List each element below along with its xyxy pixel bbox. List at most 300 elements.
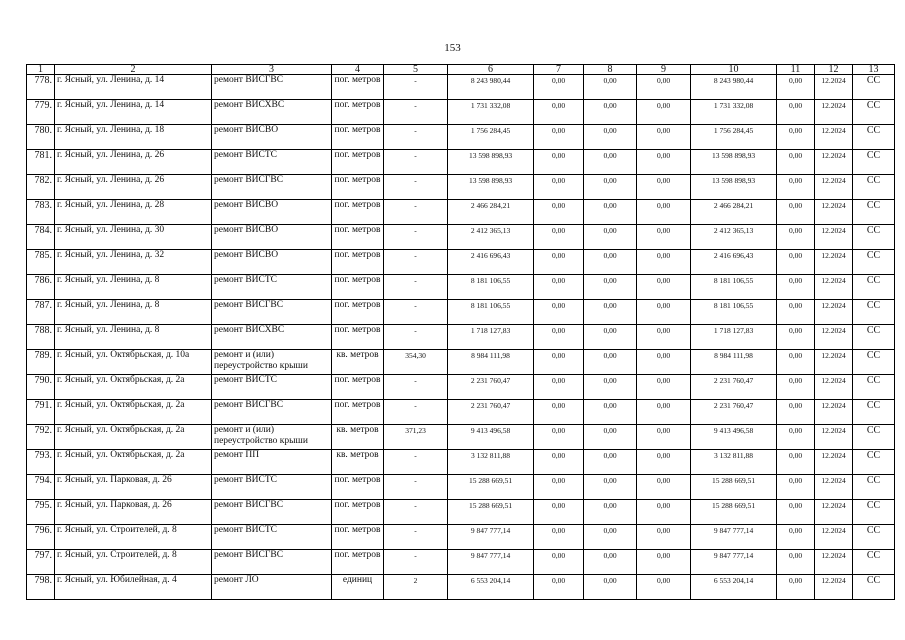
unit-cell: пог. метров bbox=[332, 125, 384, 150]
address-cell: г. Ясный, ул. Ленина, д. 30 bbox=[55, 225, 212, 250]
row-number: 792. bbox=[27, 425, 55, 450]
period-cell: 12.2024 bbox=[815, 250, 853, 275]
row-number: 780. bbox=[27, 125, 55, 150]
col10-cost-cell: 2 412 365,13 bbox=[691, 225, 777, 250]
col8-cell: 0,00 bbox=[584, 500, 637, 525]
column-number-4: 4 bbox=[332, 65, 384, 75]
row-number: 782. bbox=[27, 175, 55, 200]
col8-cell: 0,00 bbox=[584, 225, 637, 250]
total-cost-cell: 2 231 760,47 bbox=[448, 400, 534, 425]
address-cell: г. Ясный, ул. Октябрьская, д. 2а bbox=[55, 375, 212, 400]
row-number: 785. bbox=[27, 250, 55, 275]
total-cost-cell: 9 847 777,14 bbox=[448, 525, 534, 550]
col8-cell: 0,00 bbox=[584, 575, 637, 600]
row-number: 791. bbox=[27, 400, 55, 425]
table-row bbox=[27, 325, 895, 350]
address-cell: г. Ясный, ул. Парковая, д. 26 bbox=[55, 500, 212, 525]
quantity-cell: - bbox=[384, 125, 448, 150]
col8-cell: 0,00 bbox=[584, 325, 637, 350]
col10-cost-cell: 1 756 284,45 bbox=[691, 125, 777, 150]
code-cell: СС bbox=[853, 400, 895, 425]
quantity-cell: 371,23 bbox=[384, 425, 448, 450]
row-number: 796. bbox=[27, 525, 55, 550]
work-type-cell: ремонт ВИСВО bbox=[212, 200, 332, 225]
period-cell: 12.2024 bbox=[815, 550, 853, 575]
table-row bbox=[27, 375, 895, 400]
table-row bbox=[27, 100, 895, 125]
unit-cell: пог. метров bbox=[332, 75, 384, 100]
capital-repair-table bbox=[26, 64, 895, 600]
total-cost-cell: 8 181 106,55 bbox=[448, 275, 534, 300]
col7-cell: 0,00 bbox=[534, 225, 584, 250]
work-type-cell: ремонт ВИСТС bbox=[212, 275, 332, 300]
work-type-cell: ремонт ЛО bbox=[212, 575, 332, 600]
address-cell: г. Ясный, ул. Ленина, д. 26 bbox=[55, 150, 212, 175]
column-number-7: 7 bbox=[534, 65, 584, 75]
table-row bbox=[27, 475, 895, 500]
col11-cell: 0,00 bbox=[777, 375, 815, 400]
period-cell: 12.2024 bbox=[815, 200, 853, 225]
address-cell: г. Ясный, ул. Октябрьская, д. 2а bbox=[55, 400, 212, 425]
period-cell: 12.2024 bbox=[815, 100, 853, 125]
column-number-8: 8 bbox=[584, 65, 637, 75]
unit-cell: пог. метров bbox=[332, 250, 384, 275]
total-cost-cell: 3 132 811,88 bbox=[448, 450, 534, 475]
work-type-cell: ремонт ВИСТС bbox=[212, 375, 332, 400]
col11-cell: 0,00 bbox=[777, 225, 815, 250]
column-number-6: 6 bbox=[448, 65, 534, 75]
col7-cell: 0,00 bbox=[534, 325, 584, 350]
col8-cell: 0,00 bbox=[584, 75, 637, 100]
code-cell: СС bbox=[853, 250, 895, 275]
col9-cell: 0,00 bbox=[637, 475, 691, 500]
col9-cell: 0,00 bbox=[637, 125, 691, 150]
table-row bbox=[27, 150, 895, 175]
quantity-cell: - bbox=[384, 300, 448, 325]
code-cell: СС bbox=[853, 475, 895, 500]
table-row bbox=[27, 125, 895, 150]
code-cell: СС bbox=[853, 75, 895, 100]
col11-cell: 0,00 bbox=[777, 250, 815, 275]
col11-cell: 0,00 bbox=[777, 475, 815, 500]
total-cost-cell: 13 598 898,93 bbox=[448, 175, 534, 200]
unit-cell: пог. метров bbox=[332, 375, 384, 400]
column-number-3: 3 bbox=[212, 65, 332, 75]
total-cost-cell: 15 288 669,51 bbox=[448, 475, 534, 500]
address-cell: г. Ясный, ул. Ленина, д. 18 bbox=[55, 125, 212, 150]
work-type-cell: ремонт ПП bbox=[212, 450, 332, 475]
quantity-cell: - bbox=[384, 475, 448, 500]
table-row bbox=[27, 525, 895, 550]
address-cell: г. Ясный, ул. Строителей, д. 8 bbox=[55, 550, 212, 575]
total-cost-cell: 8 984 111,98 bbox=[448, 350, 534, 375]
total-cost-cell: 1 756 284,45 bbox=[448, 125, 534, 150]
address-cell: г. Ясный, ул. Ленина, д. 14 bbox=[55, 75, 212, 100]
col9-cell: 0,00 bbox=[637, 525, 691, 550]
unit-cell: пог. метров bbox=[332, 400, 384, 425]
col10-cost-cell: 8 181 106,55 bbox=[691, 275, 777, 300]
period-cell: 12.2024 bbox=[815, 400, 853, 425]
col9-cell: 0,00 bbox=[637, 350, 691, 375]
total-cost-cell: 2 231 760,47 bbox=[448, 375, 534, 400]
total-cost-cell: 1 718 127,83 bbox=[448, 325, 534, 350]
work-type-cell: ремонт ВИСТС bbox=[212, 150, 332, 175]
col11-cell: 0,00 bbox=[777, 500, 815, 525]
row-number: 787. bbox=[27, 300, 55, 325]
col7-cell: 0,00 bbox=[534, 275, 584, 300]
period-cell: 12.2024 bbox=[815, 175, 853, 200]
col10-cost-cell: 1 731 332,08 bbox=[691, 100, 777, 125]
unit-cell: кв. метров bbox=[332, 350, 384, 375]
col11-cell: 0,00 bbox=[777, 450, 815, 475]
total-cost-cell: 9 847 777,14 bbox=[448, 550, 534, 575]
col10-cost-cell: 15 288 669,51 bbox=[691, 500, 777, 525]
unit-cell: пог. метров bbox=[332, 525, 384, 550]
code-cell: СС bbox=[853, 225, 895, 250]
col9-cell: 0,00 bbox=[637, 100, 691, 125]
quantity-cell: - bbox=[384, 175, 448, 200]
col8-cell: 0,00 bbox=[584, 375, 637, 400]
col8-cell: 0,00 bbox=[584, 425, 637, 450]
unit-cell: пог. метров bbox=[332, 275, 384, 300]
col7-cell: 0,00 bbox=[534, 575, 584, 600]
code-cell: СС bbox=[853, 275, 895, 300]
quantity-cell: - bbox=[384, 375, 448, 400]
unit-cell: пог. метров bbox=[332, 200, 384, 225]
col7-cell: 0,00 bbox=[534, 525, 584, 550]
table-row bbox=[27, 400, 895, 425]
col7-cell: 0,00 bbox=[534, 350, 584, 375]
work-type-cell: ремонт и (или) переустройство крыши bbox=[212, 425, 332, 450]
work-type-cell: ремонт ВИСТС bbox=[212, 475, 332, 500]
address-cell: г. Ясный, ул. Юбилейная, д. 4 bbox=[55, 575, 212, 600]
col7-cell: 0,00 bbox=[534, 200, 584, 225]
col10-cost-cell: 2 231 760,47 bbox=[691, 375, 777, 400]
col8-cell: 0,00 bbox=[584, 150, 637, 175]
col8-cell: 0,00 bbox=[584, 450, 637, 475]
col9-cell: 0,00 bbox=[637, 75, 691, 100]
period-cell: 12.2024 bbox=[815, 125, 853, 150]
col10-cost-cell: 8 243 980,44 bbox=[691, 75, 777, 100]
col10-cost-cell: 13 598 898,93 bbox=[691, 175, 777, 200]
col9-cell: 0,00 bbox=[637, 175, 691, 200]
unit-cell: пог. метров bbox=[332, 325, 384, 350]
table-row bbox=[27, 300, 895, 325]
col7-cell: 0,00 bbox=[534, 375, 584, 400]
quantity-cell: - bbox=[384, 450, 448, 475]
total-cost-cell: 15 288 669,51 bbox=[448, 500, 534, 525]
col7-cell: 0,00 bbox=[534, 550, 584, 575]
code-cell: СС bbox=[853, 325, 895, 350]
total-cost-cell: 8 243 980,44 bbox=[448, 75, 534, 100]
col10-cost-cell: 2 466 284,21 bbox=[691, 200, 777, 225]
row-number: 788. bbox=[27, 325, 55, 350]
row-number: 786. bbox=[27, 275, 55, 300]
column-number-5: 5 bbox=[384, 65, 448, 75]
table-row bbox=[27, 275, 895, 300]
col11-cell: 0,00 bbox=[777, 125, 815, 150]
col8-cell: 0,00 bbox=[584, 475, 637, 500]
col11-cell: 0,00 bbox=[777, 275, 815, 300]
address-cell: г. Ясный, ул. Ленина, д. 8 bbox=[55, 325, 212, 350]
col11-cell: 0,00 bbox=[777, 75, 815, 100]
table-row bbox=[27, 500, 895, 525]
code-cell: СС bbox=[853, 500, 895, 525]
total-cost-cell: 2 416 696,43 bbox=[448, 250, 534, 275]
quantity-cell: - bbox=[384, 200, 448, 225]
period-cell: 12.2024 bbox=[815, 325, 853, 350]
unit-cell: пог. метров bbox=[332, 225, 384, 250]
quantity-cell: - bbox=[384, 100, 448, 125]
col7-cell: 0,00 bbox=[534, 400, 584, 425]
table-body bbox=[27, 75, 895, 600]
period-cell: 12.2024 bbox=[815, 150, 853, 175]
col11-cell: 0,00 bbox=[777, 575, 815, 600]
col11-cell: 0,00 bbox=[777, 150, 815, 175]
col9-cell: 0,00 bbox=[637, 575, 691, 600]
col10-cost-cell: 8 181 106,55 bbox=[691, 300, 777, 325]
column-number-row bbox=[27, 65, 895, 75]
col11-cell: 0,00 bbox=[777, 425, 815, 450]
period-cell: 12.2024 bbox=[815, 225, 853, 250]
code-cell: СС bbox=[853, 425, 895, 450]
col9-cell: 0,00 bbox=[637, 225, 691, 250]
unit-cell: пог. метров bbox=[332, 500, 384, 525]
page-number: 153 bbox=[444, 42, 461, 54]
row-number: 793. bbox=[27, 450, 55, 475]
quantity-cell: - bbox=[384, 225, 448, 250]
col7-cell: 0,00 bbox=[534, 300, 584, 325]
work-type-cell: ремонт ВИСГВС bbox=[212, 175, 332, 200]
unit-cell: кв. метров bbox=[332, 425, 384, 450]
col10-cost-cell: 13 598 898,93 bbox=[691, 150, 777, 175]
work-type-cell: ремонт ВИСГВС bbox=[212, 550, 332, 575]
col8-cell: 0,00 bbox=[584, 400, 637, 425]
work-type-cell: ремонт ВИСХВС bbox=[212, 100, 332, 125]
code-cell: СС bbox=[853, 525, 895, 550]
col11-cell: 0,00 bbox=[777, 325, 815, 350]
quantity-cell: - bbox=[384, 250, 448, 275]
quantity-cell: - bbox=[384, 400, 448, 425]
col7-cell: 0,00 bbox=[534, 125, 584, 150]
table-row bbox=[27, 350, 895, 375]
work-type-cell: ремонт ВИСГВС bbox=[212, 75, 332, 100]
table-row bbox=[27, 425, 895, 450]
col11-cell: 0,00 bbox=[777, 550, 815, 575]
quantity-cell: - bbox=[384, 150, 448, 175]
col9-cell: 0,00 bbox=[637, 300, 691, 325]
row-number: 789. bbox=[27, 350, 55, 375]
address-cell: г. Ясный, ул. Ленина, д. 14 bbox=[55, 100, 212, 125]
col9-cell: 0,00 bbox=[637, 325, 691, 350]
col10-cost-cell: 2 416 696,43 bbox=[691, 250, 777, 275]
col8-cell: 0,00 bbox=[584, 550, 637, 575]
col9-cell: 0,00 bbox=[637, 425, 691, 450]
address-cell: г. Ясный, ул. Ленина, д. 26 bbox=[55, 175, 212, 200]
col7-cell: 0,00 bbox=[534, 450, 584, 475]
code-cell: СС bbox=[853, 175, 895, 200]
quantity-cell: - bbox=[384, 550, 448, 575]
row-number: 798. bbox=[27, 575, 55, 600]
col7-cell: 0,00 bbox=[534, 150, 584, 175]
total-cost-cell: 8 181 106,55 bbox=[448, 300, 534, 325]
column-number-9: 9 bbox=[637, 65, 691, 75]
code-cell: СС bbox=[853, 450, 895, 475]
period-cell: 12.2024 bbox=[815, 350, 853, 375]
col7-cell: 0,00 bbox=[534, 175, 584, 200]
col9-cell: 0,00 bbox=[637, 275, 691, 300]
code-cell: СС bbox=[853, 550, 895, 575]
col9-cell: 0,00 bbox=[637, 150, 691, 175]
period-cell: 12.2024 bbox=[815, 275, 853, 300]
col7-cell: 0,00 bbox=[534, 100, 584, 125]
col8-cell: 0,00 bbox=[584, 125, 637, 150]
col11-cell: 0,00 bbox=[777, 175, 815, 200]
code-cell: СС bbox=[853, 375, 895, 400]
unit-cell: пог. метров bbox=[332, 175, 384, 200]
col10-cost-cell: 1 718 127,83 bbox=[691, 325, 777, 350]
code-cell: СС bbox=[853, 100, 895, 125]
col8-cell: 0,00 bbox=[584, 175, 637, 200]
unit-cell: пог. метров bbox=[332, 300, 384, 325]
quantity-cell: - bbox=[384, 325, 448, 350]
col10-cost-cell: 9 413 496,58 bbox=[691, 425, 777, 450]
period-cell: 12.2024 bbox=[815, 475, 853, 500]
row-number: 797. bbox=[27, 550, 55, 575]
code-cell: СС bbox=[853, 575, 895, 600]
col9-cell: 0,00 bbox=[637, 450, 691, 475]
table-row bbox=[27, 250, 895, 275]
unit-cell: кв. метров bbox=[332, 450, 384, 475]
row-number: 794. bbox=[27, 475, 55, 500]
col8-cell: 0,00 bbox=[584, 350, 637, 375]
unit-cell: пог. метров bbox=[332, 550, 384, 575]
code-cell: СС bbox=[853, 300, 895, 325]
address-cell: г. Ясный, ул. Октябрьская, д. 10а bbox=[55, 350, 212, 375]
col8-cell: 0,00 bbox=[584, 250, 637, 275]
address-cell: г. Ясный, ул. Октябрьская, д. 2а bbox=[55, 425, 212, 450]
period-cell: 12.2024 bbox=[815, 75, 853, 100]
row-number: 781. bbox=[27, 150, 55, 175]
period-cell: 12.2024 bbox=[815, 300, 853, 325]
period-cell: 12.2024 bbox=[815, 450, 853, 475]
column-number-13: 13 bbox=[853, 65, 895, 75]
unit-cell: пог. метров bbox=[332, 475, 384, 500]
address-cell: г. Ясный, ул. Ленина, д. 32 bbox=[55, 250, 212, 275]
address-cell: г. Ясный, ул. Строителей, д. 8 bbox=[55, 525, 212, 550]
total-cost-cell: 6 553 204,14 bbox=[448, 575, 534, 600]
table-row bbox=[27, 225, 895, 250]
col10-cost-cell: 15 288 669,51 bbox=[691, 475, 777, 500]
total-cost-cell: 2 466 284,21 bbox=[448, 200, 534, 225]
col8-cell: 0,00 bbox=[584, 525, 637, 550]
row-number: 778. bbox=[27, 75, 55, 100]
col7-cell: 0,00 bbox=[534, 475, 584, 500]
period-cell: 12.2024 bbox=[815, 575, 853, 600]
col7-cell: 0,00 bbox=[534, 425, 584, 450]
table-row bbox=[27, 575, 895, 600]
unit-cell: пог. метров bbox=[332, 150, 384, 175]
col11-cell: 0,00 bbox=[777, 400, 815, 425]
column-number-1: 1 bbox=[27, 65, 55, 75]
quantity-cell: - bbox=[384, 75, 448, 100]
unit-cell: пог. метров bbox=[332, 100, 384, 125]
col10-cost-cell: 9 847 777,14 bbox=[691, 550, 777, 575]
row-number: 795. bbox=[27, 500, 55, 525]
col10-cost-cell: 9 847 777,14 bbox=[691, 525, 777, 550]
address-cell: г. Ясный, ул. Ленина, д. 28 bbox=[55, 200, 212, 225]
unit-cell: единиц bbox=[332, 575, 384, 600]
code-cell: СС bbox=[853, 150, 895, 175]
column-number-10: 10 bbox=[691, 65, 777, 75]
code-cell: СС bbox=[853, 125, 895, 150]
quantity-cell: 354,30 bbox=[384, 350, 448, 375]
col7-cell: 0,00 bbox=[534, 250, 584, 275]
total-cost-cell: 1 731 332,08 bbox=[448, 100, 534, 125]
row-number: 779. bbox=[27, 100, 55, 125]
col9-cell: 0,00 bbox=[637, 500, 691, 525]
period-cell: 12.2024 bbox=[815, 500, 853, 525]
col10-cost-cell: 8 984 111,98 bbox=[691, 350, 777, 375]
table-row bbox=[27, 75, 895, 100]
address-cell: г. Ясный, ул. Парковая, д. 26 bbox=[55, 475, 212, 500]
address-cell: г. Ясный, ул. Октябрьская, д. 2а bbox=[55, 450, 212, 475]
total-cost-cell: 2 412 365,13 bbox=[448, 225, 534, 250]
table-row bbox=[27, 450, 895, 475]
col11-cell: 0,00 bbox=[777, 100, 815, 125]
col11-cell: 0,00 bbox=[777, 300, 815, 325]
work-type-cell: ремонт ВИСВО bbox=[212, 225, 332, 250]
col10-cost-cell: 6 553 204,14 bbox=[691, 575, 777, 600]
address-cell: г. Ясный, ул. Ленина, д. 8 bbox=[55, 275, 212, 300]
row-number: 790. bbox=[27, 375, 55, 400]
col9-cell: 0,00 bbox=[637, 200, 691, 225]
total-cost-cell: 13 598 898,93 bbox=[448, 150, 534, 175]
col11-cell: 0,00 bbox=[777, 525, 815, 550]
period-cell: 12.2024 bbox=[815, 425, 853, 450]
work-type-cell: ремонт ВИСГВС bbox=[212, 300, 332, 325]
col7-cell: 0,00 bbox=[534, 500, 584, 525]
quantity-cell: 2 bbox=[384, 575, 448, 600]
col11-cell: 0,00 bbox=[777, 200, 815, 225]
work-type-cell: ремонт ВИСГВС bbox=[212, 500, 332, 525]
row-number: 783. bbox=[27, 200, 55, 225]
col10-cost-cell: 3 132 811,88 bbox=[691, 450, 777, 475]
work-type-cell: ремонт ВИСВО bbox=[212, 125, 332, 150]
table-row bbox=[27, 550, 895, 575]
table-row bbox=[27, 200, 895, 225]
col8-cell: 0,00 bbox=[584, 100, 637, 125]
quantity-cell: - bbox=[384, 525, 448, 550]
col9-cell: 0,00 bbox=[637, 375, 691, 400]
quantity-cell: - bbox=[384, 275, 448, 300]
work-type-cell: ремонт и (или) переустройство крыши bbox=[212, 350, 332, 375]
work-type-cell: ремонт ВИСВО bbox=[212, 250, 332, 275]
table-row bbox=[27, 175, 895, 200]
col8-cell: 0,00 bbox=[584, 275, 637, 300]
total-cost-cell: 9 413 496,58 bbox=[448, 425, 534, 450]
work-type-cell: ремонт ВИСГВС bbox=[212, 400, 332, 425]
column-number-12: 12 bbox=[815, 65, 853, 75]
column-number-2: 2 bbox=[55, 65, 212, 75]
col9-cell: 0,00 bbox=[637, 550, 691, 575]
col8-cell: 0,00 bbox=[584, 300, 637, 325]
quantity-cell: - bbox=[384, 500, 448, 525]
col10-cost-cell: 2 231 760,47 bbox=[691, 400, 777, 425]
column-number-11: 11 bbox=[777, 65, 815, 75]
col8-cell: 0,00 bbox=[584, 200, 637, 225]
code-cell: СС bbox=[853, 350, 895, 375]
